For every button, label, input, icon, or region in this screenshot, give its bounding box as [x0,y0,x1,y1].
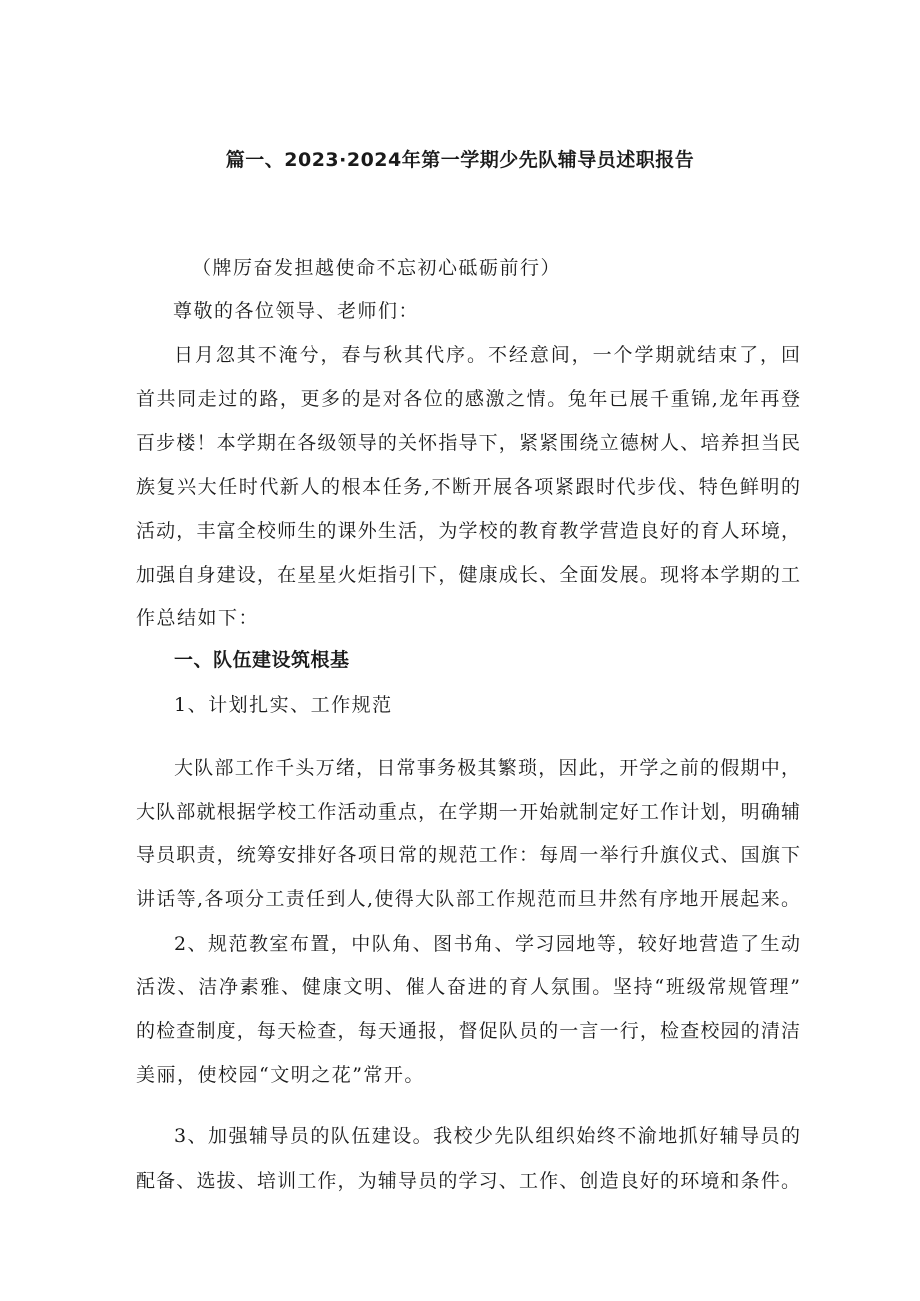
paragraph-line: 3、加强辅导员的队伍建设。我校少先队组织始终不渝地抓好辅导员的 [174,1125,800,1147]
greeting: 尊敬的各位领导、老师们： [173,300,420,322]
intro-line: 日月忽其不淹兮，春与秋其代序。不经意间，一个学期就结束了，回 [174,344,800,366]
paragraph-line: 2、规范教室布置，中队角、图书角、学习园地等，较好地营造了生动 [174,933,800,955]
paragraph-line: 活泼、洁净素雅、健康文明、催人奋进的育人氛围。坚持“班级常规管理” [136,976,800,998]
paragraph-line: 配备、选拔、培训工作，为辅导员的学习、工作、创造良好的环境和条件。 [136,1170,800,1192]
paragraph-line: 的检查制度，每天检查，每天通报，督促队员的一言一行，检查校园的清洁 [136,1020,800,1042]
item-heading: 1、计划扎实、工作规范 [174,694,393,716]
document-title: 篇一、2023·2024年第一学期少先队辅导员述职报告 [225,149,695,171]
subtitle: （牌厉奋发担越使命不忘初心砥砺前行） [192,257,562,279]
intro-line: 族复兴大任时代新人的根本任务,不断开展各项紧跟时代步伐、特色鲜明的 [136,476,800,498]
paragraph-line: 美丽，使校园“文明之花”常开。 [136,1064,425,1086]
paragraph-line: 导员职责，统筹安排好各项日常的规范工作：每周一举行升旗仪式、国旗下 [136,844,800,866]
paragraph-line: 讲话等,各项分工责任到人,使得大队部工作规范而旦井然有序地开展起来。 [136,888,800,910]
intro-line: 活动，丰富全校师生的课外生活，为学校的教育教学营造良好的育人环境， [136,520,800,542]
paragraph-line: 大队部工作千头万绪，日常事务极其繁琐，因此，开学之前的假期中， [174,757,800,779]
intro-line: 首共同走过的路，更多的是对各位的感激之情。兔年已展千重锦,龙年再登 [136,388,800,410]
intro-line: 加强自身建设，在星星火炬指引下，健康成长、全面发展。现将本学期的工 [136,564,800,586]
intro-line: 百步楼！本学期在各级领导的关怀指导下，紧紧围绕立德树人、培养担当民 [136,432,800,454]
paragraph-line: 大队部就根据学校工作活动重点，在学期一开始就制定好工作计划，明确辅 [136,801,800,823]
intro-line: 作总结如下： [136,607,260,629]
section-heading: 一、队伍建设筑根基 [174,649,350,671]
